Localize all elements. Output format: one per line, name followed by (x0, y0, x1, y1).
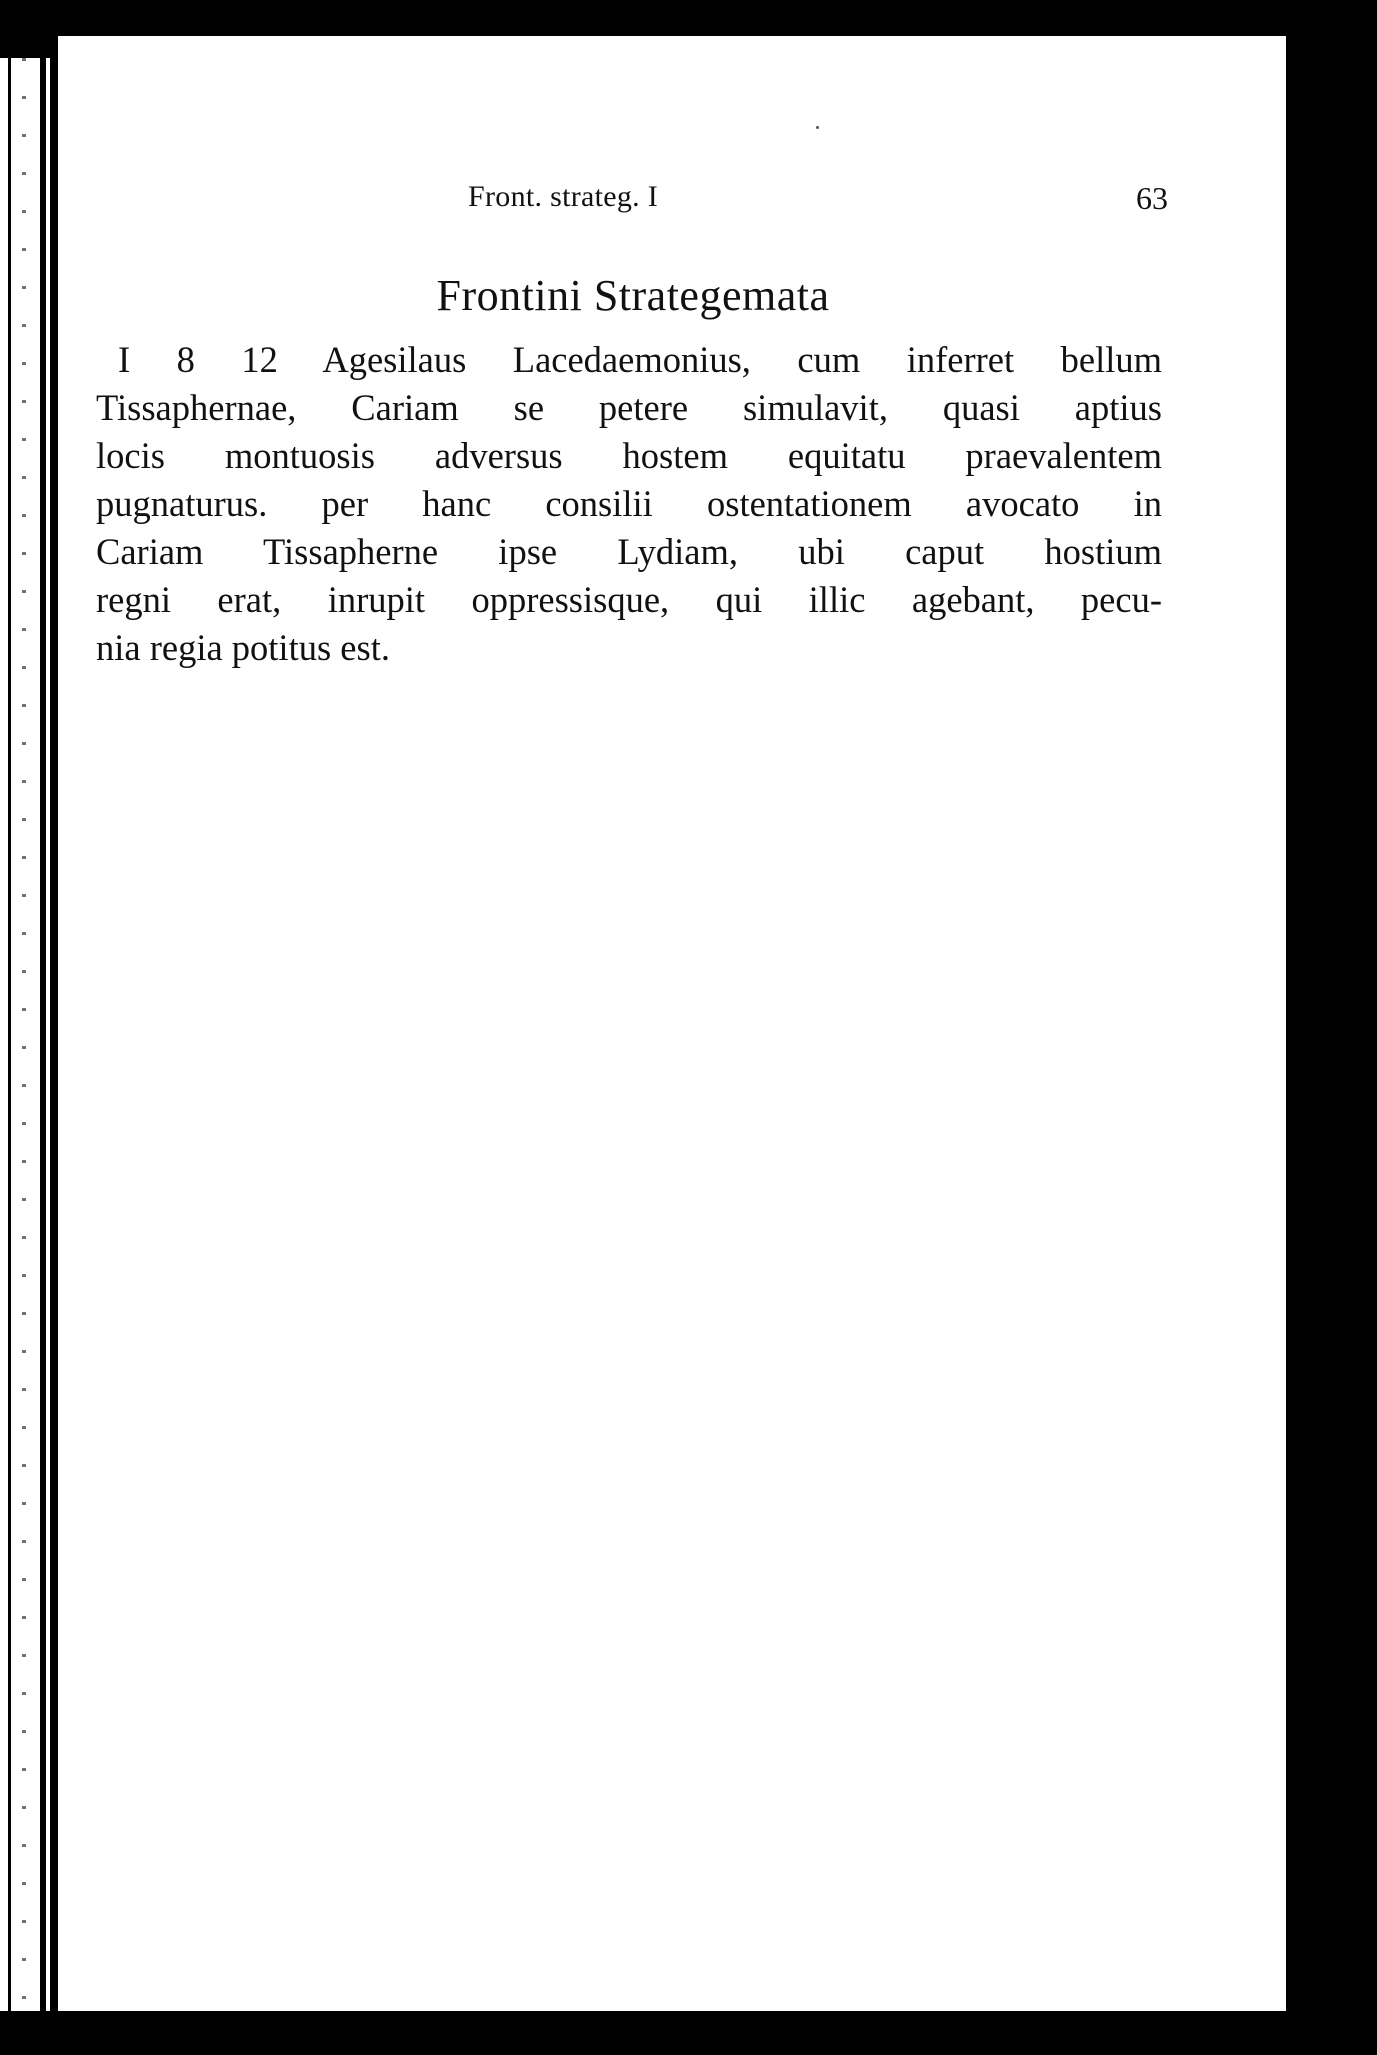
text-line: Tissaphernae, Cariam se petere simulavit, quasi aptius (96, 387, 1162, 428)
book-page (58, 36, 1286, 2011)
gutter-dots (22, 58, 26, 2011)
gutter-line (8, 58, 11, 2011)
scan-border-top (0, 0, 1377, 40)
text-line: regni erat, inrupit oppressisque, qui illic agebant, pecu- (96, 579, 1162, 620)
gutter-line (50, 58, 58, 2011)
running-head (468, 180, 1168, 220)
text-line: nia regia potitus est. (96, 627, 390, 668)
text-line: locis montuosis adversus hostem equitatu praevalentem (96, 435, 1162, 476)
body-paragraph (96, 336, 1162, 672)
text-line: pugnaturus. per hanc consilii ostentationem avocato in (96, 483, 1162, 524)
page-number: 63 (1136, 180, 1168, 216)
running-head-title: Front. strateg. I (468, 180, 659, 213)
page-gutter (0, 58, 58, 2011)
text-line: Cariam Tissapherne ipse Lydiam, ubi caput hostium (96, 531, 1162, 572)
page-heading: Frontini Strategemata (436, 271, 830, 320)
gutter-line (40, 58, 46, 2011)
scan-speck (816, 126, 819, 129)
text-line: I 8 12 Agesilaus Lacedaemonius, cum inferret bellum (118, 339, 1162, 380)
